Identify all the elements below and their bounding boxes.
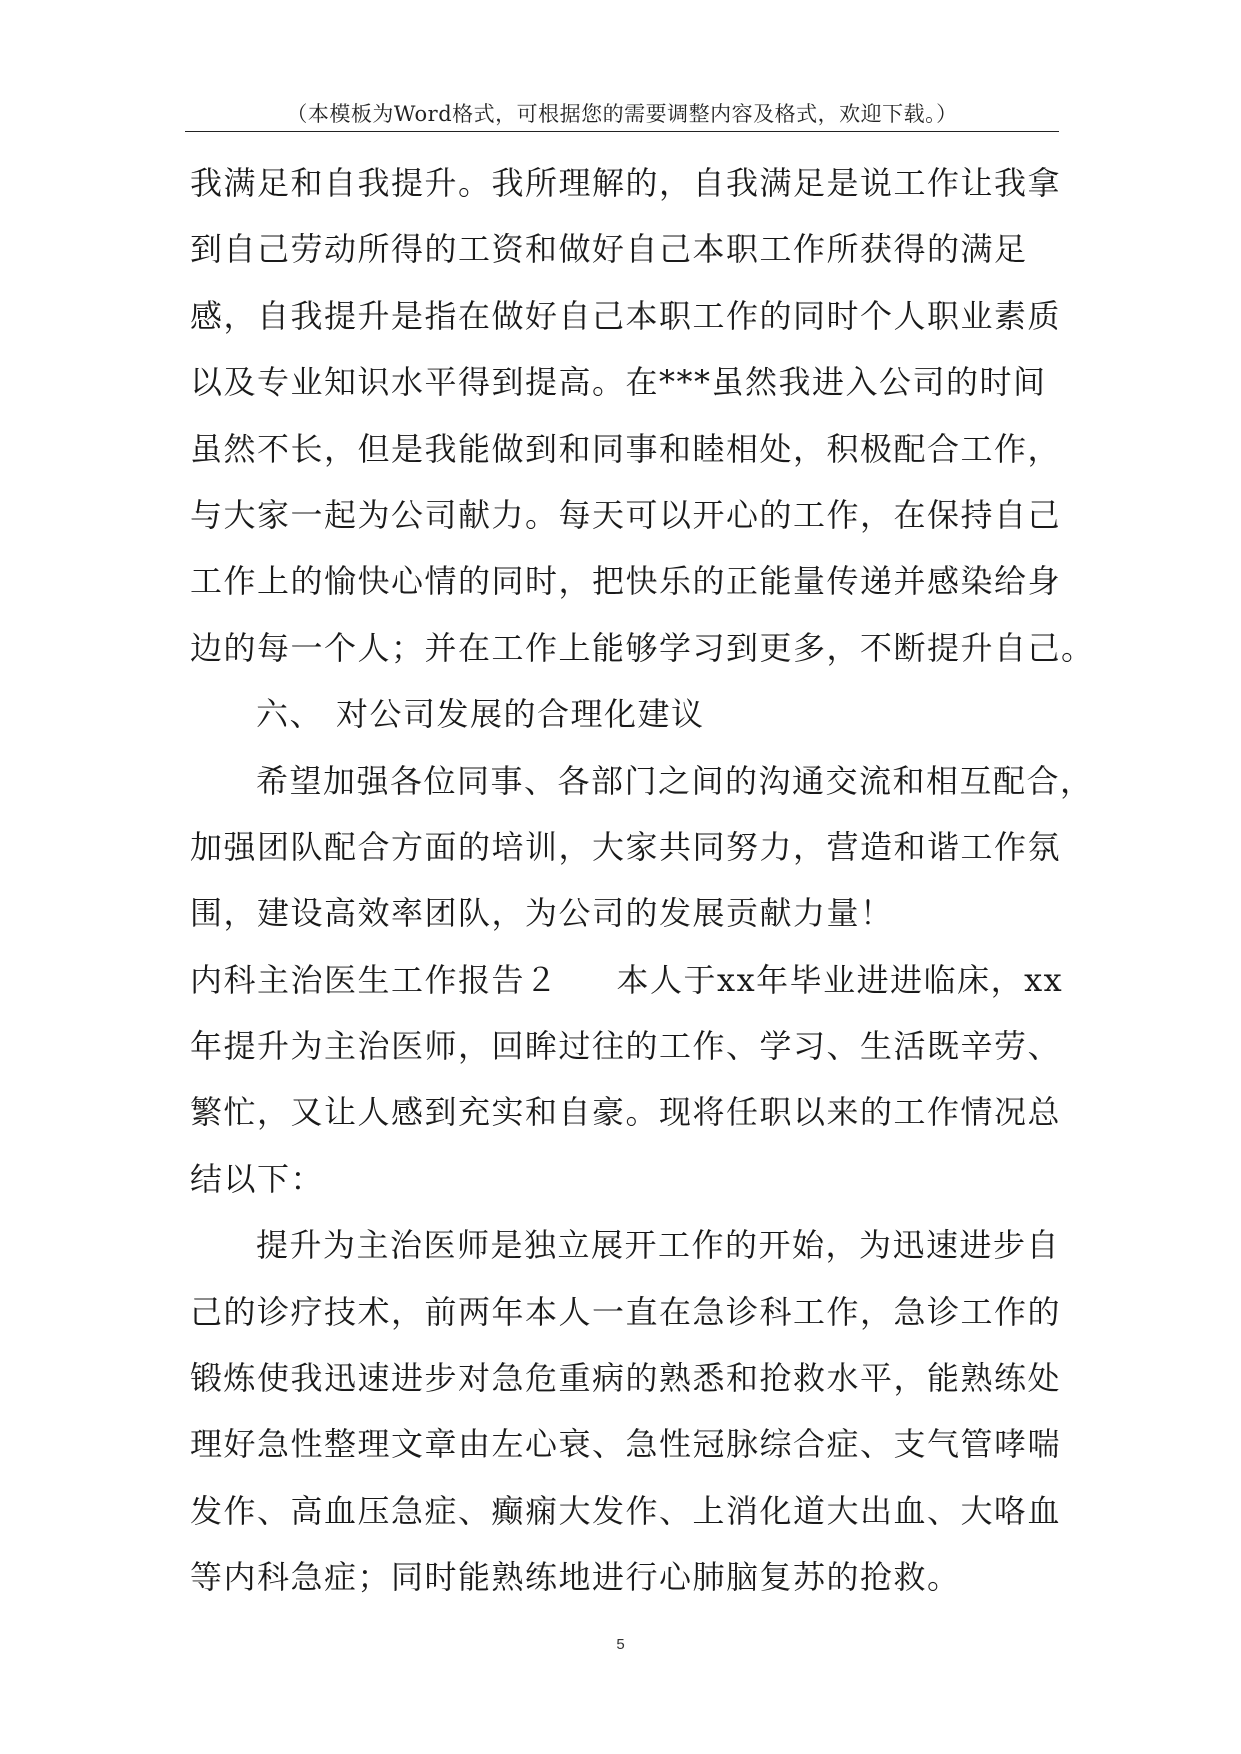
text-line: 己的诊疗技术，前两年本人一直在急诊科工作，急诊工作的 — [190, 1292, 1062, 1331]
template-notice: （本模板为Word格式，可根据您的需要调整内容及格式，欢迎下载。） — [286, 102, 958, 126]
document-body — [190, 150, 1095, 1611]
text-line: 与大家一起为公司献力。每天可以开心的工作，在保持自己 — [190, 495, 1062, 534]
text-line: 锻炼使我迅速进步对急危重病的熟悉和抢救水平，能熟练处 — [190, 1359, 1062, 1398]
text-line: 我满足和自我提升。我所理解的，自我满足是说工作让我拿 — [190, 164, 1062, 202]
text-line: 虽然不长，但是我能做到和同事和睦相处，积极配合工作， — [190, 429, 1062, 468]
section-heading — [190, 681, 1060, 747]
text-line: 繁忙，又让人感到充实和自豪。现将任职以来的工作情况总 — [190, 1093, 1062, 1132]
text-line: 到自己劳动所得的工资和做好自己本职工作所获得的满足 — [190, 230, 1028, 269]
text-line: 理好急性整理文章由左心衰、急性冠脉综合症、支气管哮喘 — [190, 1425, 1062, 1464]
text-line: 结以下： — [190, 1159, 325, 1198]
text-line: 加强团队配合方面的培训，大家共同努力，营造和谐工作氛 — [190, 827, 1062, 866]
text-line: 以及专业知识水平得到提高。在***虽然我进入公司的时间 — [190, 363, 1047, 402]
text-line: 围，建设高效率团队，为公司的发展贡献力量！ — [190, 894, 894, 933]
section-title: 对公司发展的合理化建议 — [336, 695, 705, 734]
section-number: 六、 — [256, 695, 324, 734]
report-title: 内科主治医生工作报告２ — [190, 960, 559, 999]
header-divider — [185, 131, 1059, 132]
text-line: 边的每一个人；并在工作上能够学习到更多，不断提升自己。 — [190, 628, 1095, 667]
text-line: 感，自我提升是指在做好自己本职工作的同时个人职业素质 — [190, 296, 1062, 335]
text-line: 发作、高血压急症、癫痫大发作、上消化道大出血、大咯血 — [190, 1491, 1062, 1530]
report-title-line — [190, 947, 1064, 1013]
text-line: 等内科急症；同时能熟练地进行心肺脑复苏的抢救。 — [190, 1558, 961, 1597]
text-line: 提升为主治医师是独立展开工作的开始，为迅速进步自 — [256, 1226, 1061, 1265]
text-line: 希望加强各位同事、各部门之间的沟通交流和相互配合， — [256, 761, 1094, 800]
text-line: 年提升为主治医师，回眸过往的工作、学习、生活既辛劳、 — [190, 1027, 1062, 1066]
text-line: 工作上的愉快心情的同时，把快乐的正能量传递并感染给身 — [190, 562, 1062, 601]
page-number: 5 — [616, 1636, 625, 1653]
text-line: 本人于xx年毕业进进临床，xx — [616, 960, 1064, 999]
